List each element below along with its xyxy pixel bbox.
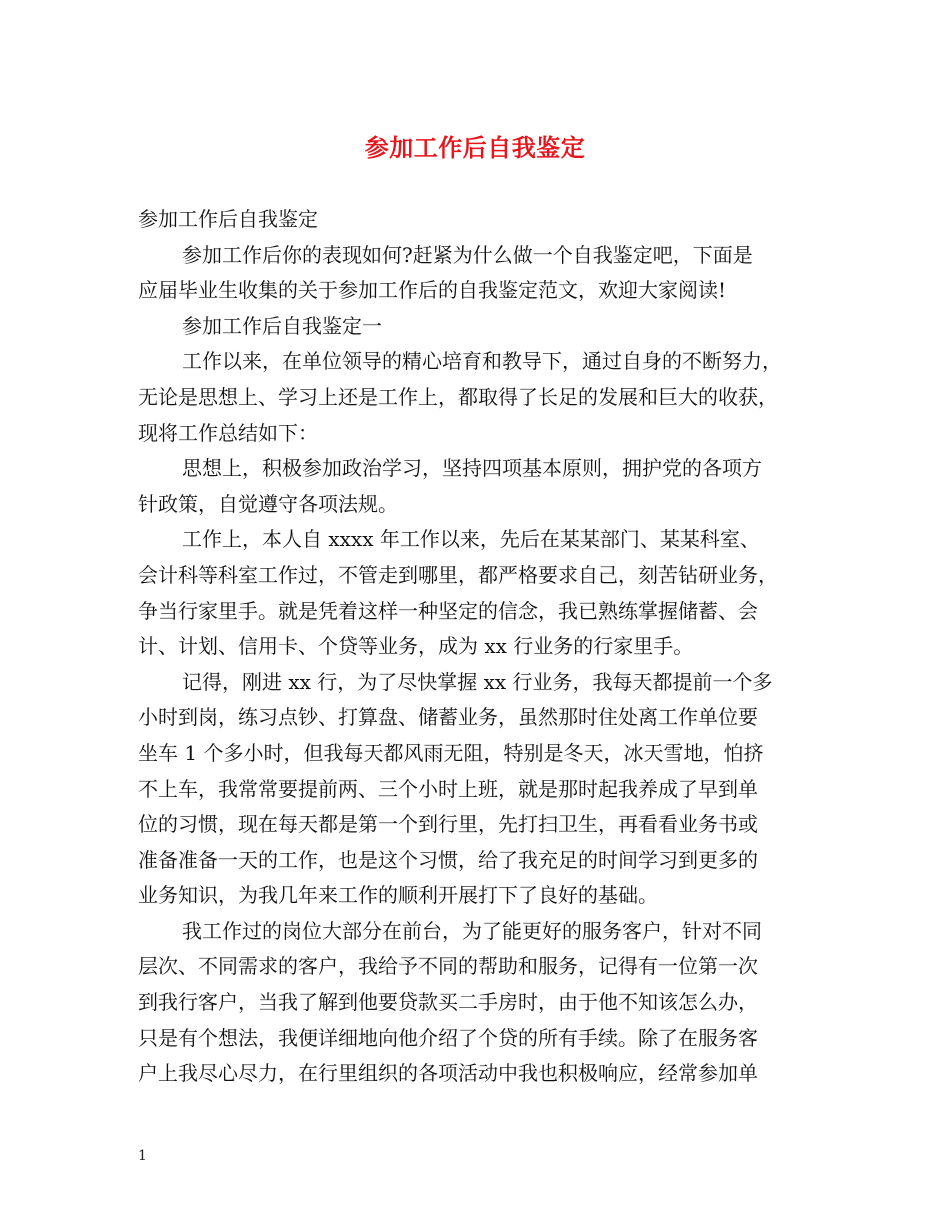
text-line: 计、计划、信用卡、个贷等业务，成为 xx 行业务的行家里手。 [138, 634, 694, 659]
text-line: 只是有个想法，我便详细地向他介绍了个贷的所有手续。除了在服务客 [138, 1025, 758, 1050]
text-line: 无论是思想上、学习上还是工作上，都取得了长足的发展和巨大的收获， [138, 384, 778, 409]
text-line: 工作上，本人自 xxxx 年工作以来，先后在某某部门、某某科室、 [182, 527, 760, 552]
text-line: 记得，刚进 xx 行，为了尽快掌握 xx 行业务，我每天都提前一个多 [182, 669, 773, 694]
text-line: 工作以来，在单位领导的精心培育和教导下，通过自身的不断努力， [182, 349, 782, 374]
text-line: 坐车 1 个多小时，但我每天都风雨无阻，特别是冬天，冰天雪地，怕挤 [138, 740, 764, 765]
document-body [138, 202, 816, 1092]
document-title: 参加工作后自我鉴定 [364, 133, 586, 162]
text-line: 到我行客户，当我了解到他要贷款买二手房时，由于他不知该怎么办， [138, 990, 758, 1015]
text-line: 层次、不同需求的客户，我给予不同的帮助和服务，记得有一位第一次 [138, 954, 758, 979]
text-line: 参加工作后你的表现如何?赶紧为什么做一个自我鉴定吧，下面是 [182, 242, 753, 267]
text-line: 针政策，自觉遵守各项法规。 [138, 491, 398, 516]
text-line: 会计科等科室工作过，不管走到哪里，都严格要求自己，刻苦钻研业务， [138, 562, 778, 587]
text-line: 准备准备一天的工作，也是这个习惯，给了我充足的时间学习到更多的 [138, 847, 758, 872]
text-line: 户上我尽心尽力，在行里组织的各项活动中我也积极响应，经常参加单 [138, 1061, 758, 1086]
text-line: 不上车，我常常要提前两、三个小时上班，就是那时起我养成了早到单 [138, 776, 758, 801]
text-line: 争当行家里手。就是凭着这样一种坚定的信念，我已熟练掌握储蓄、会 [138, 598, 758, 623]
page-number: 1 [138, 1148, 147, 1164]
text-line: 应届毕业生收集的关于参加工作后的自我鉴定范文，欢迎大家阅读! [138, 278, 727, 303]
text-line: 现将工作总结如下： [138, 420, 318, 445]
text-line: 参加工作后自我鉴定一 [182, 313, 382, 338]
text-line: 参加工作后自我鉴定 [138, 207, 318, 231]
text-line: 位的习惯，现在每天都是第一个到行里，先打扫卫生，再看看业务书或 [138, 812, 758, 837]
text-line: 业务知识，为我几年来工作的顺利开展打下了良好的基础。 [138, 883, 658, 908]
text-line: 思想上，积极参加政治学习，坚持四项基本原则，拥护党的各项方 [182, 456, 762, 481]
text-line: 我工作过的岗位大部分在前台，为了能更好的服务客户，针对不同 [182, 918, 762, 943]
text-line: 小时到岗，练习点钞、打算盘、储蓄业务，虽然那时住处离工作单位要 [138, 705, 758, 730]
